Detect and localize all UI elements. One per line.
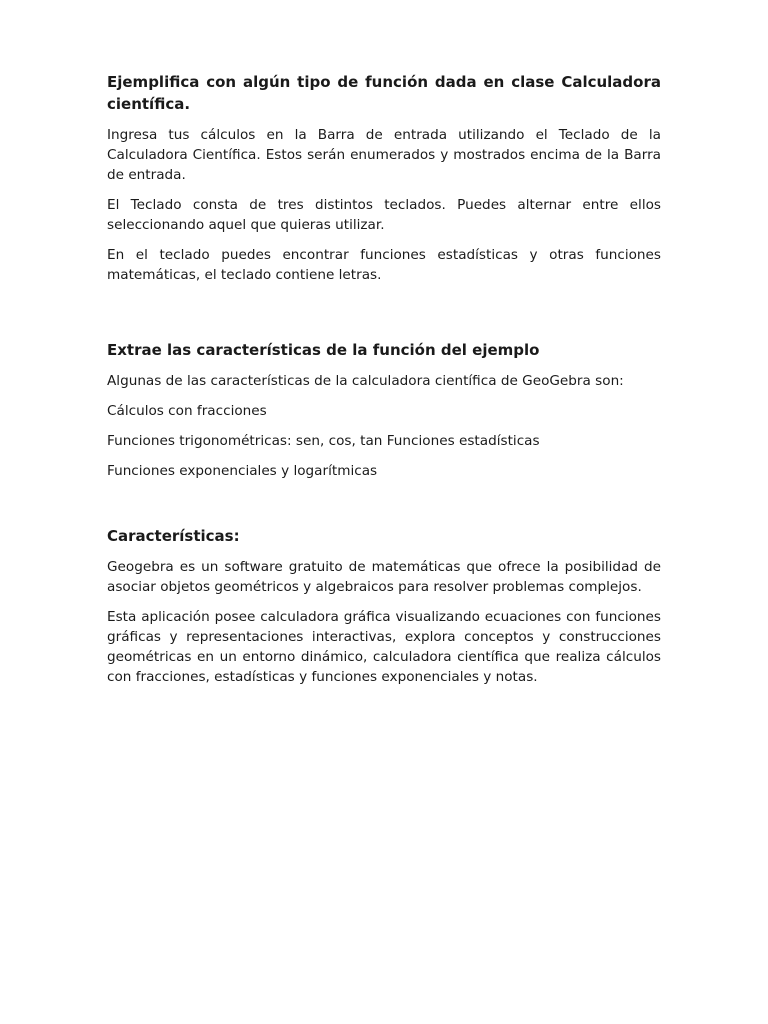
paragraph: Algunas de las características de la calculadora científica de GeoGebra son:	[107, 373, 624, 389]
section-caracteristicas	[107, 525, 661, 687]
section-heading: Ejemplifica con algún tipo de función dada en clase Calculadora científica.	[107, 73, 661, 113]
spacer	[107, 491, 661, 525]
section-heading: Extrae las características de la función del ejemplo	[107, 341, 540, 359]
list-item: Funciones exponenciales y logarítmicas	[107, 463, 378, 479]
list-item: Cálculos con fracciones	[107, 403, 267, 419]
paragraph: Ingresa tus cálculos en la Barra de entrada utilizando el Teclado de la Calculadora Científica. Estos serán enumerados y mostrados encima de la Barra de entrada.	[107, 127, 661, 183]
section-calculadora	[107, 71, 661, 285]
document-page	[107, 71, 661, 697]
paragraph: El Teclado consta de tres distintos teclados. Puedes alternar entre ellos seleccionando aquel que quieras utilizar.	[107, 197, 661, 233]
paragraph: Geogebra es un software gratuito de matemáticas que ofrece la posibilidad de asociar objetos geométricos y algebraicos para resolver problemas complejos.	[107, 559, 661, 595]
section-caracteristicas-funcion	[107, 339, 661, 481]
section-heading: Características:	[107, 527, 240, 545]
spacer	[107, 295, 661, 339]
list-item: Funciones trigonométricas: sen, cos, tan Funciones estadísticas	[107, 433, 540, 449]
paragraph: En el teclado puedes encontrar funciones estadísticas y otras funciones matemáticas, el teclado contiene letras.	[107, 247, 661, 283]
paragraph: Esta aplicación posee calculadora gráfica visualizando ecuaciones con funciones gráficas y representaciones interactivas, explora conceptos y construcciones geométricas en un entorno dinámico, calculadora científica que realiza cálculos con fracciones, estadísticas y funciones exponenciales y notas.	[107, 609, 661, 685]
